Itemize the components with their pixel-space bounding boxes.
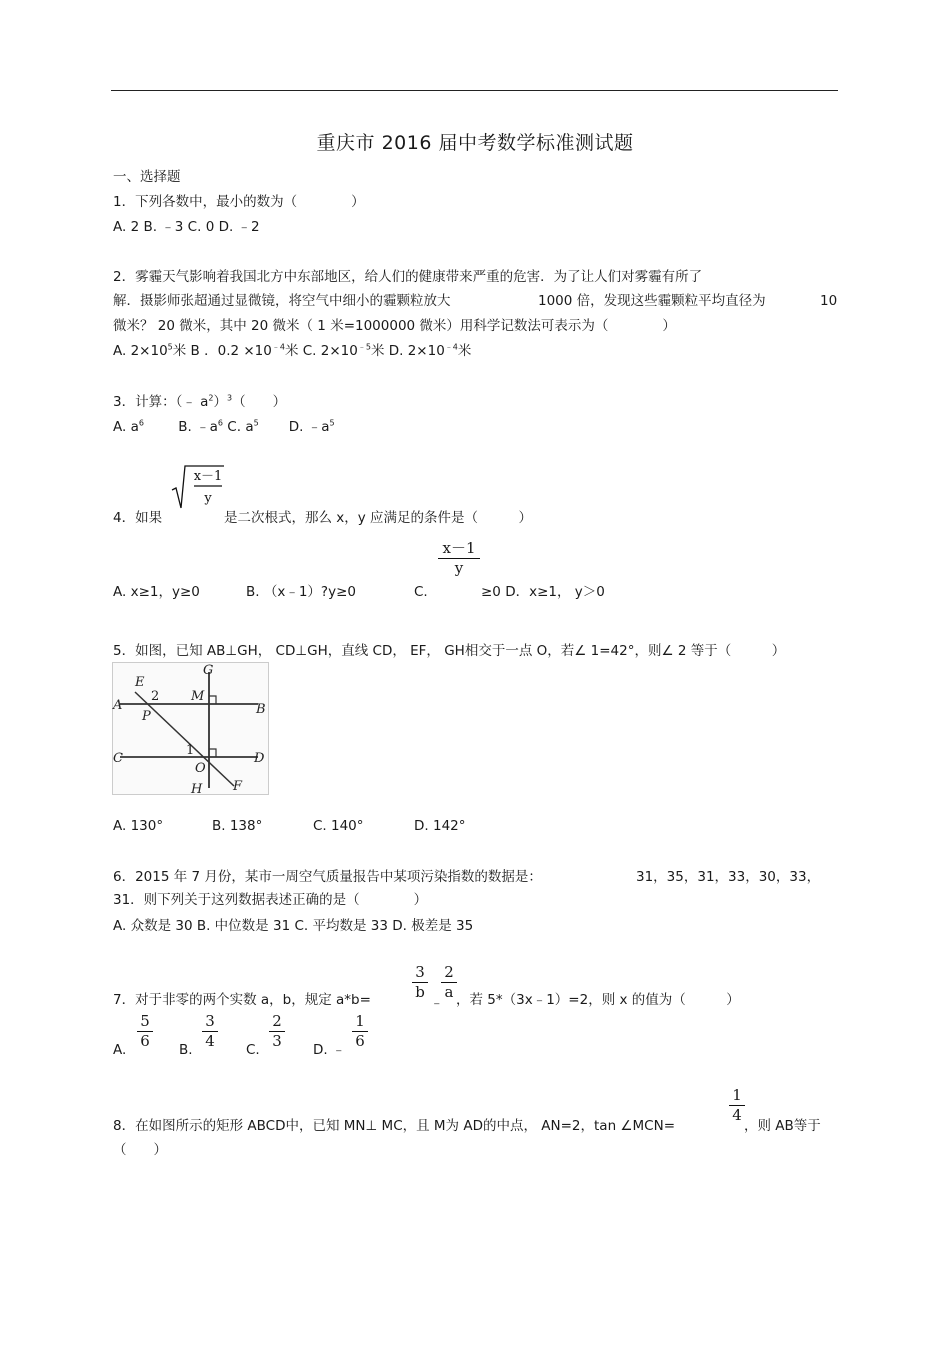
q7-frac-3-b: 3 b	[412, 964, 428, 1001]
q7-opt-c-frac: 2 3	[269, 1013, 285, 1050]
q4-sqrt-fraction	[170, 462, 226, 512]
q5-label-d: D	[254, 751, 265, 766]
q4-stem-a: 4．如果	[113, 510, 163, 526]
q5-label-g: G	[203, 663, 214, 678]
q4-opt-b: B. （x﹣1）?y≥0	[246, 584, 356, 600]
q1-stem: 1．下列各数中，最小的数为（ ）	[113, 194, 365, 210]
q2-line2b: 1000 倍，发现这些霾颗粒平均直径为	[538, 293, 766, 309]
q7-opt-b-frac: 3 4	[202, 1013, 218, 1050]
q5-label-c: C	[113, 751, 123, 766]
q7-frac-2-a: 2 a	[441, 964, 457, 1001]
q7-opt-d-frac: 1 6	[352, 1013, 368, 1050]
q5-label-angle-1: 1	[186, 743, 195, 758]
section-heading: 一、选择题	[113, 169, 181, 185]
q5-label-f: F	[233, 779, 243, 794]
q7-opt-d: D. ﹣	[313, 1042, 346, 1058]
header-rule	[111, 90, 838, 91]
q2-line2c: 10	[820, 293, 838, 309]
page-title: 重庆市 2016 届中考数学标准测试题	[316, 132, 634, 154]
q7-opt-b: B.	[179, 1042, 193, 1058]
q4-sqrt-num: x－1	[193, 469, 223, 484]
q5-opt-c: C. 140°	[313, 818, 364, 834]
q7-stem-a: 7．对于非零的两个实数 a，b，规定 a*b=	[113, 992, 371, 1008]
q5-opt-d: D. 142°	[414, 818, 466, 834]
q2-line1: 2．雾霾天气影响着我国北方中东部地区，给人们的健康带来严重的危害．为了让人们对雾霾有所了	[113, 269, 703, 285]
q4-opt-c-tail: ≥0 D．x≥1， y＞0	[481, 584, 605, 600]
q3-stem: 3．计算：（﹣ $a^2)^3$（ ）	[113, 393, 287, 410]
q5-label-o: O	[195, 761, 206, 776]
q2-options: A. $2\times 10^5$米 B ．$0.2 \times 10^{﹣4}$米 C. $2\times 10^{﹣5}$米 D. $2\times 10^{﹣4}$米	[113, 342, 472, 359]
q4-opt-c: C.	[414, 584, 428, 600]
q7-minus: ﹣	[430, 995, 444, 1011]
q7-stem-b: ，若 5*（3x﹣1）=2，则 x 的值为（ ）	[456, 992, 740, 1008]
q5-opt-a: A. 130°	[113, 818, 164, 834]
q8-frac-1-4: 1 4	[729, 1087, 745, 1124]
q6-line1a: 6．2015 年 7 月份，某市一周空气质量报告中某项污染指数的数据是：	[113, 869, 542, 885]
q5-stem: 5．如图，已知 AB⊥GH， CD⊥GH，直线 CD， EF， GH相交于一点 O，若∠ 1=42°，则∠ 2 等于（ ）	[113, 643, 786, 659]
q6-options: A. 众数是 30 B. 中位数是 31 C. 平均数是 33 D. 极差是 35	[113, 918, 474, 934]
q2-line3: 微米？ 20 微米，其中 20 微米（ 1 米=1000000 微米）用科学记数法可表示为（ ）	[113, 318, 676, 334]
q4-opt-a: A. x≥1，y≥0	[113, 584, 200, 600]
q5-label-e: E	[135, 675, 145, 690]
q4-stem-b: 是二次根式，那么 x，y 应满足的条件是（ ）	[224, 510, 533, 526]
q5-label-a: A	[113, 698, 123, 713]
q5-label-m: M	[191, 689, 205, 704]
q5-label-h: H	[191, 782, 203, 796]
q7-opt-a: A.	[113, 1042, 127, 1058]
q5-opt-b: B. 138°	[212, 818, 263, 834]
q5-geometry-figure	[112, 662, 270, 796]
q7-opt-a-frac: 5 6	[137, 1013, 153, 1050]
q7-opt-c: C.	[246, 1042, 260, 1058]
q5-label-angle-2: 2	[151, 689, 160, 704]
q3-options: A. $a^6$ B. $﹣a^6$ C. $a^5$ D. $﹣a^5$	[113, 418, 335, 435]
q4-sqrt-den: y	[204, 491, 212, 506]
q2-line2a: 解．摄影师张超通过显微镜，将空气中细小的霾颗粒放大	[113, 293, 451, 309]
q6-line2: 31．则下列关于这列数据表述正确的是（ ）	[113, 892, 428, 908]
q6-line1b: 31，35，31，33，30，33，	[636, 869, 821, 885]
q5-label-p: P	[142, 709, 151, 724]
q1-options: A. 2 B. ﹣3 C. 0 D. ﹣2	[113, 219, 260, 235]
q8-line1a: 8．在如图所示的矩形 ABCD中，已知 MN⊥ MC，且 M为 AD的中点， AN=2，tan ∠MCN=	[113, 1118, 676, 1134]
q8-line2: （ ）	[113, 1142, 167, 1158]
q5-label-b: B	[256, 702, 266, 717]
q8-line1b: ，则 AB等于	[744, 1118, 821, 1134]
q4-option-c-fraction: x－1 y	[438, 540, 480, 577]
